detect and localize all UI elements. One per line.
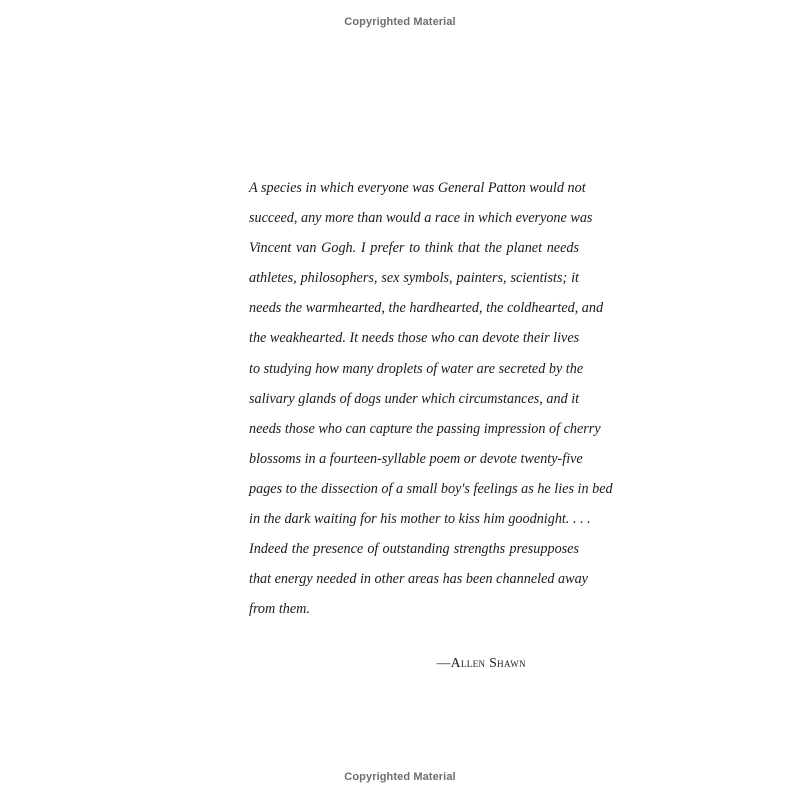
quote-line: pages to the dissection of a small boy's feelings as he lies in bed xyxy=(249,480,613,497)
quote-line: from them. xyxy=(249,601,310,618)
quote-line: A species in which everyone was General Patton would not xyxy=(249,180,586,196)
quote-line: Indeed the presence of outstanding strengths presupposes xyxy=(249,541,579,558)
quote-line: the weakhearted. It needs those who can devote their lives xyxy=(249,330,580,347)
quote-line: succeed, any more than would a race in which everyone was xyxy=(249,210,593,227)
copyright-watermark-top: Copyrighted Material xyxy=(344,16,456,28)
copyright-watermark-bottom: Copyrighted Material xyxy=(344,771,456,783)
quote-line: in the dark waiting for his mother to kiss him goodnight. . . . xyxy=(249,511,591,528)
epigraph-quote xyxy=(249,175,613,626)
quote-attribution: —Allen Shawn xyxy=(436,655,526,670)
quote-line: athletes, philosophers, sex symbols, painters, scientists; it xyxy=(249,270,579,287)
quote-line: needs the warmhearted, the hardhearted, the coldhearted, and xyxy=(249,300,604,317)
quote-line: blossoms in a fourteen-syllable poem or devote twenty-five xyxy=(249,450,583,467)
quote-line: Vincent van Gogh. I prefer to think that the planet needs xyxy=(249,240,579,257)
quote-line: that energy needed in other areas has been channeled away xyxy=(249,571,588,588)
quote-line: to studying how many droplets of water are secreted by the xyxy=(249,360,584,377)
quote-line: salivary glands of dogs under which circumstances, and it xyxy=(249,390,580,407)
quote-line: needs those who can capture the passing impression of cherry xyxy=(249,420,601,437)
